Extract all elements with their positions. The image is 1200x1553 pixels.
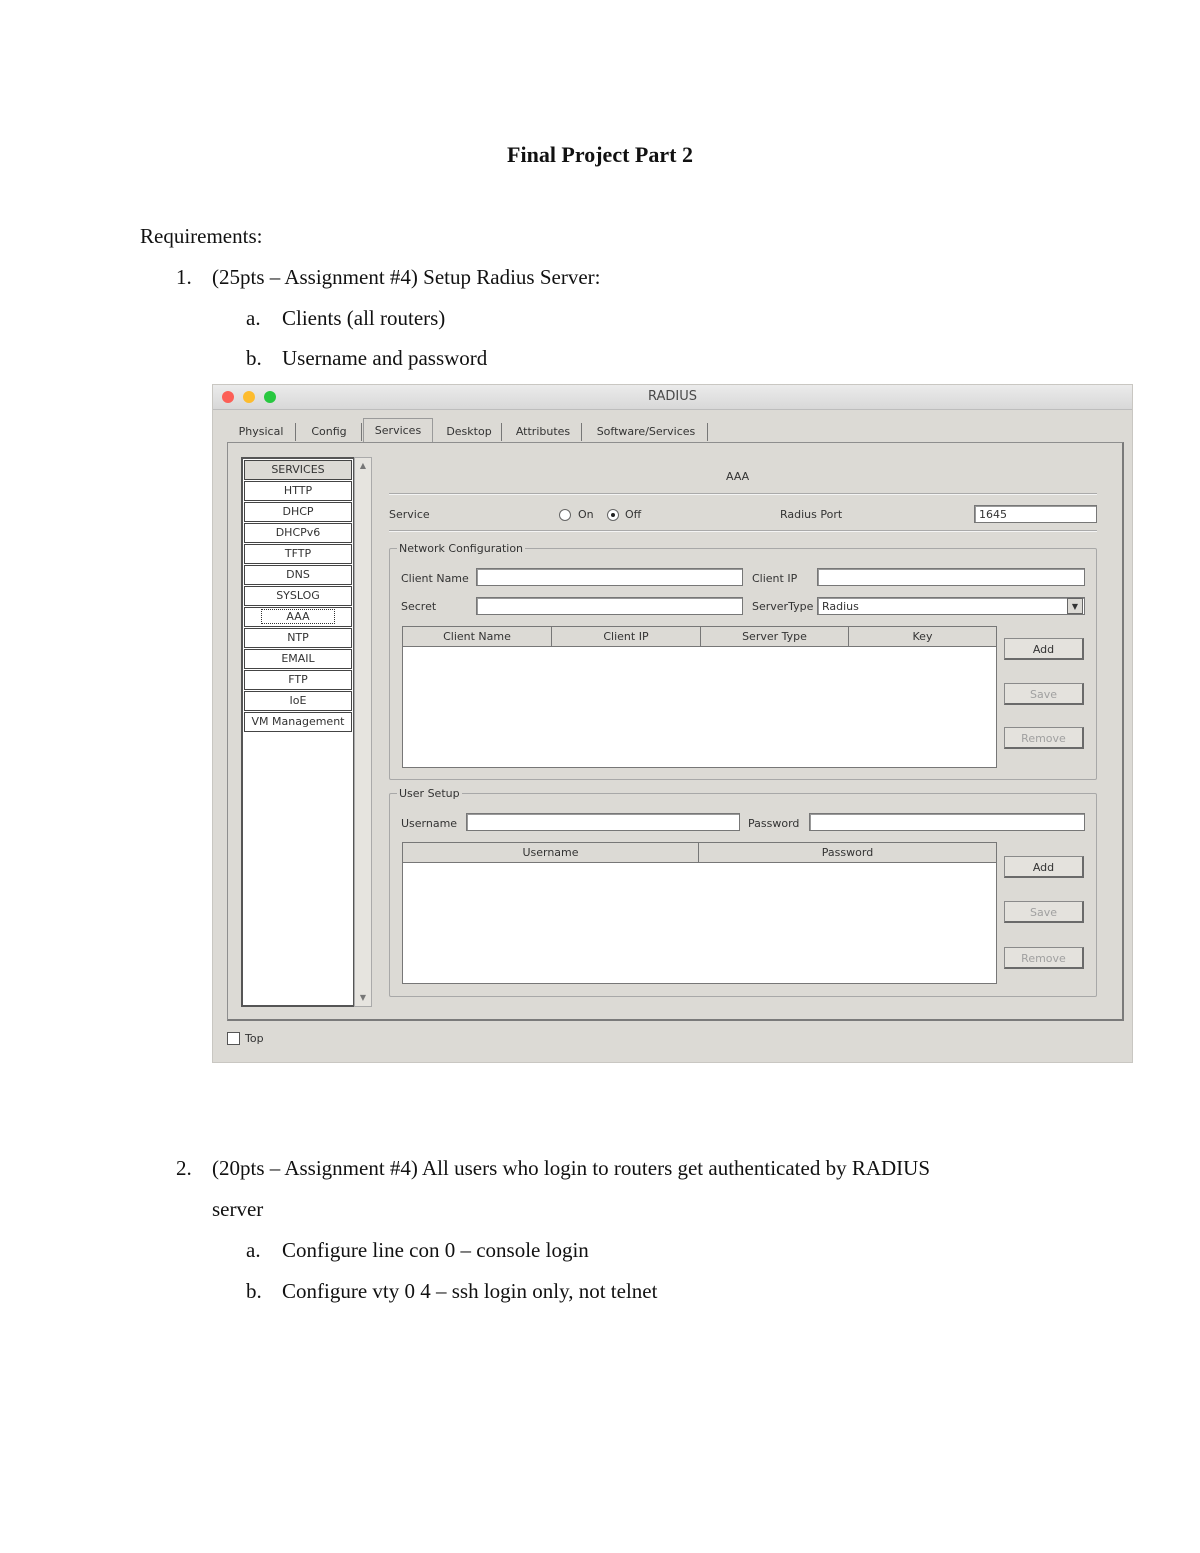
users-table [402, 842, 997, 984]
service-item-vm-management[interactable]: VM Management [244, 712, 352, 732]
service-item-tftp[interactable]: TFTP [244, 544, 352, 564]
list-letter: b. [246, 346, 262, 370]
server-type-select[interactable] [817, 597, 1085, 615]
secret-label: Secret [401, 600, 437, 613]
scroll-up-icon[interactable]: ▲ [359, 461, 367, 470]
add-client-button[interactable]: Add [1004, 638, 1084, 660]
server-type-label: ServerType [752, 600, 814, 613]
tab-services[interactable]: Services [363, 418, 433, 443]
window-title: RADIUS [647, 389, 697, 404]
column-header[interactable]: Server Type [701, 627, 849, 647]
service-on-radio[interactable] [559, 509, 571, 521]
services-header: SERVICES [244, 460, 352, 480]
list-letter: b. [246, 1279, 262, 1303]
service-on-label: On [578, 508, 594, 521]
aaa-heading: AAA [726, 470, 750, 483]
tab-desktop[interactable]: Desktop [437, 423, 502, 441]
service-item-dns[interactable]: DNS [244, 565, 352, 585]
password-input[interactable] [809, 813, 1085, 831]
save-user-button[interactable]: Save [1004, 901, 1084, 923]
requirements-heading: Requirements: [140, 224, 263, 248]
radius-port-label: Radius Port [780, 508, 843, 521]
list-text: Clients (all routers) [282, 306, 446, 330]
services-scrollbar[interactable] [354, 457, 372, 1007]
radius-window-screenshot [212, 384, 1133, 1063]
list-letter: a. [246, 1238, 261, 1262]
password-label: Password [748, 817, 800, 830]
list-text: Configure line con 0 – console login [282, 1238, 589, 1262]
sub-list-item [246, 1238, 589, 1263]
column-header[interactable]: Key [849, 627, 996, 647]
client-ip-input[interactable] [817, 568, 1085, 586]
radius-port-input[interactable]: 1645 [974, 505, 1097, 523]
remove-user-button[interactable]: Remove [1004, 947, 1084, 969]
service-item-dhcpv6[interactable]: DHCPv6 [244, 523, 352, 543]
top-checkbox[interactable] [227, 1032, 240, 1045]
list-item [176, 265, 601, 290]
tab-software-services[interactable]: Software/Services [585, 423, 708, 441]
clients-table [402, 626, 997, 768]
services-list [241, 457, 355, 1007]
user-setup-legend: User Setup [399, 787, 460, 800]
service-off-radio[interactable] [607, 509, 619, 521]
tab-config[interactable]: Config [297, 423, 362, 441]
column-header[interactable]: Client IP [552, 627, 701, 647]
secret-input[interactable] [476, 597, 743, 615]
service-label: Service [389, 508, 430, 521]
client-name-input[interactable] [476, 568, 743, 586]
service-item-ftp[interactable]: FTP [244, 670, 352, 690]
service-item-aaa[interactable] [244, 607, 352, 627]
scroll-down-icon[interactable]: ▼ [359, 993, 367, 1002]
list-text-continuation: server [212, 1197, 264, 1221]
service-item-http[interactable]: HTTP [244, 481, 352, 501]
column-header[interactable]: Client Name [403, 627, 552, 647]
network-configuration-legend: Network Configuration [399, 542, 524, 555]
tab-attributes[interactable]: Attributes [505, 423, 582, 441]
add-user-button[interactable]: Add [1004, 856, 1084, 878]
list-item [176, 1156, 931, 1181]
service-item-email[interactable]: EMAIL [244, 649, 352, 669]
list-text: (20pts – Assignment #4) All users who login to routers get authenticated by RADIUS [212, 1156, 931, 1180]
window-titlebar [213, 385, 1132, 410]
service-item-dhcp[interactable]: DHCP [244, 502, 352, 522]
service-item-syslog[interactable]: SYSLOG [244, 586, 352, 606]
chevron-down-icon[interactable]: ▼ [1067, 598, 1083, 614]
sub-list-item [246, 306, 446, 331]
username-label: Username [401, 817, 458, 830]
top-checkbox-label: Top [245, 1032, 264, 1045]
list-text: Configure vty 0 4 – ssh login only, not telnet [282, 1279, 658, 1303]
service-off-label: Off [625, 508, 642, 521]
tab-physical[interactable]: Physical [227, 423, 296, 441]
list-text: (25pts – Assignment #4) Setup Radius Server: [212, 265, 601, 289]
list-number: 2. [176, 1156, 192, 1180]
username-input[interactable] [466, 813, 740, 831]
list-number: 1. [176, 265, 192, 289]
divider [389, 530, 1097, 532]
service-item-ioe[interactable]: IoE [244, 691, 352, 711]
column-header[interactable]: Password [699, 843, 996, 863]
column-header[interactable]: Username [403, 843, 699, 863]
page-title: Final Project Part 2 [507, 142, 693, 167]
remove-client-button[interactable]: Remove [1004, 727, 1084, 749]
list-letter: a. [246, 306, 261, 330]
client-name-label: Client Name [401, 572, 469, 585]
divider [389, 493, 1097, 495]
save-client-button[interactable]: Save [1004, 683, 1084, 705]
client-ip-label: Client IP [752, 572, 798, 585]
list-text: Username and password [282, 346, 488, 370]
service-item-label: AAA [261, 609, 334, 624]
server-type-value: Radius [822, 600, 859, 613]
sub-list-item [246, 346, 488, 371]
service-item-ntp[interactable]: NTP [244, 628, 352, 648]
sub-list-item [246, 1279, 658, 1304]
